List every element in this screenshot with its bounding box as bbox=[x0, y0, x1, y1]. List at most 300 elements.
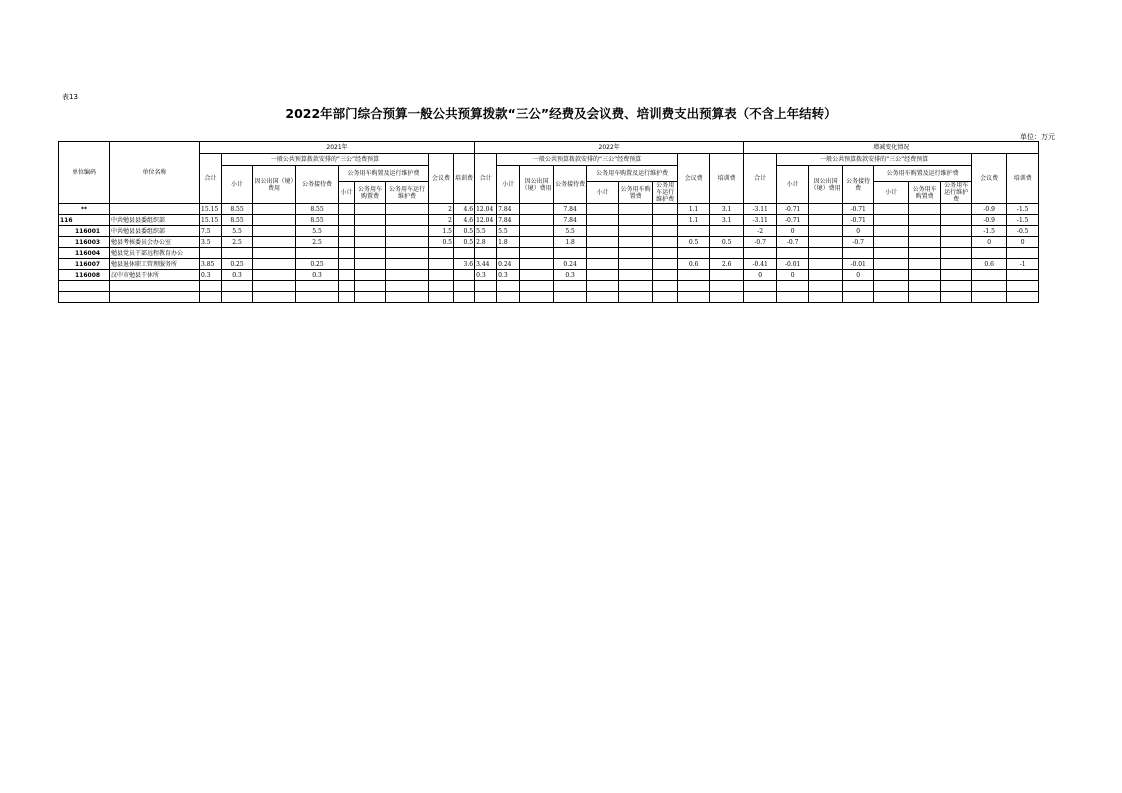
value-cell bbox=[520, 248, 554, 259]
value-cell: 0.3 bbox=[497, 270, 520, 281]
value-cell bbox=[653, 215, 678, 226]
header-subtotal-2022: 小计 bbox=[497, 166, 520, 204]
header-total-2021: 合计 bbox=[200, 154, 222, 204]
value-cell bbox=[809, 270, 843, 281]
value-cell: -0.01 bbox=[777, 259, 809, 270]
value-cell: 0.25 bbox=[296, 259, 339, 270]
value-cell bbox=[587, 281, 619, 292]
value-cell bbox=[619, 292, 653, 303]
value-cell bbox=[386, 215, 429, 226]
unit-name-cell bbox=[110, 281, 200, 292]
value-cell bbox=[339, 226, 355, 237]
table-row bbox=[59, 292, 1039, 303]
value-cell bbox=[619, 281, 653, 292]
value-cell bbox=[355, 281, 386, 292]
value-cell bbox=[941, 292, 972, 303]
value-cell bbox=[843, 292, 874, 303]
value-cell bbox=[587, 292, 619, 303]
value-cell bbox=[587, 237, 619, 248]
value-cell bbox=[454, 248, 475, 259]
value-cell bbox=[809, 248, 843, 259]
value-cell bbox=[619, 270, 653, 281]
value-cell: -1.5 bbox=[1007, 204, 1039, 215]
header-meeting-2021: 会议费 bbox=[429, 154, 454, 204]
header-change: 增减变化情况 bbox=[744, 142, 1039, 154]
value-cell bbox=[587, 270, 619, 281]
header-vehicle-purchase-2022: 公务用车购置费 bbox=[619, 182, 653, 204]
value-cell bbox=[909, 259, 941, 270]
value-cell bbox=[941, 237, 972, 248]
value-cell bbox=[941, 270, 972, 281]
value-cell bbox=[520, 215, 554, 226]
table-row bbox=[59, 259, 1039, 270]
value-cell: 0.24 bbox=[554, 259, 587, 270]
value-cell bbox=[909, 292, 941, 303]
value-cell bbox=[653, 204, 678, 215]
value-cell bbox=[253, 215, 296, 226]
value-cell: 12.04 bbox=[475, 215, 497, 226]
value-cell: 7.84 bbox=[497, 215, 520, 226]
value-cell bbox=[909, 237, 941, 248]
value-cell bbox=[710, 270, 744, 281]
value-cell bbox=[339, 259, 355, 270]
value-cell bbox=[972, 248, 1007, 259]
header-vehicle-change: 公务用车购置及运行维护费 bbox=[874, 166, 972, 182]
table-row bbox=[59, 270, 1039, 281]
value-cell bbox=[296, 281, 339, 292]
value-cell: 3.6 bbox=[454, 259, 475, 270]
value-cell bbox=[253, 270, 296, 281]
value-cell bbox=[200, 281, 222, 292]
value-cell bbox=[520, 226, 554, 237]
value-cell bbox=[355, 259, 386, 270]
header-vehicle-subtotal-change: 小计 bbox=[874, 182, 909, 204]
value-cell bbox=[874, 281, 909, 292]
value-cell: 0 bbox=[972, 237, 1007, 248]
value-cell: 3.1 bbox=[710, 215, 744, 226]
unit-name-cell: 汉中市勉县干休所 bbox=[110, 270, 200, 281]
value-cell bbox=[777, 248, 809, 259]
value-cell: 0 bbox=[777, 270, 809, 281]
value-cell bbox=[222, 248, 253, 259]
value-cell bbox=[710, 292, 744, 303]
table-row bbox=[59, 237, 1039, 248]
value-cell: -0.7 bbox=[744, 237, 777, 248]
header-total-change: 合计 bbox=[744, 154, 777, 204]
value-cell bbox=[909, 281, 941, 292]
unit-code-cell: 116001 bbox=[59, 226, 110, 237]
value-cell bbox=[355, 237, 386, 248]
header-vehicle-subtotal-2022: 小计 bbox=[587, 182, 619, 204]
header-training-2022: 培训费 bbox=[710, 154, 744, 204]
unit-name-cell: 中共勉县县委组织部 bbox=[110, 226, 200, 237]
header-vehicle-subtotal-2021: 小计 bbox=[339, 182, 355, 204]
header-abroad-2021: 因公出国（境）费用 bbox=[253, 166, 296, 204]
value-cell bbox=[222, 292, 253, 303]
value-cell bbox=[710, 281, 744, 292]
header-training-change: 培训费 bbox=[1007, 154, 1039, 204]
value-cell: 15.15 bbox=[200, 204, 222, 215]
value-cell: -1.5 bbox=[1007, 215, 1039, 226]
value-cell bbox=[941, 281, 972, 292]
value-cell: -0.5 bbox=[1007, 226, 1039, 237]
value-cell: 0.3 bbox=[222, 270, 253, 281]
value-cell bbox=[386, 204, 429, 215]
value-cell: 4.6 bbox=[454, 204, 475, 215]
value-cell: 8.55 bbox=[296, 204, 339, 215]
value-cell bbox=[429, 281, 454, 292]
value-cell bbox=[777, 281, 809, 292]
value-cell bbox=[475, 248, 497, 259]
header-name: 单位名称 bbox=[110, 142, 200, 204]
value-cell: 4.6 bbox=[454, 215, 475, 226]
unit-name-cell: 勉县考核委员会办公室 bbox=[110, 237, 200, 248]
value-cell bbox=[1007, 270, 1039, 281]
value-cell: -0.71 bbox=[843, 215, 874, 226]
value-cell bbox=[520, 237, 554, 248]
header-subtotal-2021: 小计 bbox=[222, 166, 253, 204]
header-reception-2022: 公务接待费 bbox=[554, 166, 587, 204]
value-cell bbox=[874, 237, 909, 248]
value-cell bbox=[554, 248, 587, 259]
value-cell bbox=[429, 270, 454, 281]
header-reception-2021: 公务接待费 bbox=[296, 166, 339, 204]
value-cell bbox=[339, 292, 355, 303]
unit-name-cell bbox=[110, 292, 200, 303]
value-cell: 0 bbox=[1007, 237, 1039, 248]
value-cell bbox=[710, 226, 744, 237]
value-cell bbox=[874, 292, 909, 303]
document-title: 2022年部门综合预算一般公共预算拨款“三公”经费及会议费、培训费支出预算表（不含上年结转） bbox=[285, 106, 837, 121]
value-cell: 0.3 bbox=[554, 270, 587, 281]
value-cell bbox=[520, 270, 554, 281]
value-cell bbox=[653, 226, 678, 237]
value-cell bbox=[619, 237, 653, 248]
header-vehicle-operation-2022: 公务用车运行维护费 bbox=[653, 182, 678, 204]
header-vehicle-2021: 公务用车购置及运行维护费 bbox=[339, 166, 429, 182]
value-cell bbox=[429, 259, 454, 270]
value-cell bbox=[587, 259, 619, 270]
value-cell: 2.8 bbox=[475, 237, 497, 248]
value-cell bbox=[339, 204, 355, 215]
value-cell: 3.44 bbox=[475, 259, 497, 270]
value-cell bbox=[1007, 292, 1039, 303]
value-cell: 7.5 bbox=[200, 226, 222, 237]
unit-name-cell: 中共勉县县委组织部 bbox=[110, 215, 200, 226]
unit-name-cell: 勉县退休职工管理服务所 bbox=[110, 259, 200, 270]
value-cell: -0.71 bbox=[777, 215, 809, 226]
value-cell bbox=[339, 281, 355, 292]
value-cell bbox=[809, 259, 843, 270]
value-cell bbox=[253, 237, 296, 248]
value-cell: 1.8 bbox=[497, 237, 520, 248]
value-cell bbox=[253, 204, 296, 215]
header-year-2022: 2022年 bbox=[475, 142, 744, 154]
unit-name-cell: 勉县党员干部远程教育办公 bbox=[110, 248, 200, 259]
value-cell bbox=[520, 281, 554, 292]
value-cell bbox=[355, 248, 386, 259]
value-cell: 3.1 bbox=[710, 204, 744, 215]
value-cell bbox=[355, 204, 386, 215]
value-cell bbox=[386, 281, 429, 292]
value-cell: 0.5 bbox=[678, 237, 710, 248]
value-cell: 5.5 bbox=[222, 226, 253, 237]
value-cell bbox=[777, 292, 809, 303]
unit-code-cell: 116004 bbox=[59, 248, 110, 259]
value-cell bbox=[339, 270, 355, 281]
value-cell: 0 bbox=[744, 270, 777, 281]
value-cell bbox=[710, 248, 744, 259]
value-cell: -1.5 bbox=[972, 226, 1007, 237]
value-cell: -1 bbox=[1007, 259, 1039, 270]
value-cell bbox=[520, 292, 554, 303]
value-cell bbox=[339, 248, 355, 259]
value-cell bbox=[909, 215, 941, 226]
value-cell: 0.6 bbox=[678, 259, 710, 270]
value-cell bbox=[253, 292, 296, 303]
unit-code-cell: 116008 bbox=[59, 270, 110, 281]
value-cell: -2 bbox=[744, 226, 777, 237]
value-cell bbox=[339, 215, 355, 226]
value-cell bbox=[587, 215, 619, 226]
value-cell: 0.3 bbox=[475, 270, 497, 281]
value-cell bbox=[653, 259, 678, 270]
table-row bbox=[59, 204, 1039, 215]
value-cell: -3.11 bbox=[744, 204, 777, 215]
value-cell bbox=[678, 292, 710, 303]
value-cell bbox=[355, 215, 386, 226]
value-cell bbox=[909, 204, 941, 215]
value-cell bbox=[941, 248, 972, 259]
value-cell bbox=[874, 248, 909, 259]
value-cell: 2.5 bbox=[296, 237, 339, 248]
value-cell bbox=[653, 292, 678, 303]
value-cell bbox=[386, 226, 429, 237]
value-cell: -3.11 bbox=[744, 215, 777, 226]
value-cell bbox=[619, 259, 653, 270]
header-sangong-2022: 一般公共预算拨款安排的“三公”经费预算 bbox=[497, 154, 678, 166]
value-cell bbox=[454, 270, 475, 281]
header-year-2021: 2021年 bbox=[200, 142, 475, 154]
value-cell bbox=[253, 226, 296, 237]
value-cell: 1.1 bbox=[678, 204, 710, 215]
value-cell bbox=[909, 226, 941, 237]
value-cell bbox=[874, 270, 909, 281]
value-cell: 0 bbox=[777, 226, 809, 237]
value-cell: 8.55 bbox=[222, 204, 253, 215]
value-cell bbox=[941, 226, 972, 237]
value-cell: 7.84 bbox=[554, 204, 587, 215]
unit-label: 单位：万元 bbox=[1020, 133, 1055, 141]
value-cell bbox=[386, 248, 429, 259]
value-cell bbox=[454, 281, 475, 292]
value-cell bbox=[678, 248, 710, 259]
header-training-2021: 培训费 bbox=[454, 154, 475, 204]
value-cell bbox=[253, 259, 296, 270]
value-cell bbox=[619, 248, 653, 259]
table-row bbox=[59, 215, 1039, 226]
value-cell bbox=[843, 281, 874, 292]
budget-table bbox=[58, 141, 1039, 303]
value-cell: 5.5 bbox=[475, 226, 497, 237]
header-vehicle-purchase-change: 公务用车购置费 bbox=[909, 182, 941, 204]
value-cell: 0.5 bbox=[429, 237, 454, 248]
value-cell bbox=[619, 226, 653, 237]
header-subtotal-change: 小计 bbox=[777, 166, 809, 204]
value-cell: 5.5 bbox=[554, 226, 587, 237]
value-cell bbox=[520, 259, 554, 270]
header-vehicle-2022: 公务用车购置及运行维护费 bbox=[587, 166, 678, 182]
value-cell: 3.85 bbox=[200, 259, 222, 270]
value-cell bbox=[253, 248, 296, 259]
value-cell: -0.71 bbox=[843, 204, 874, 215]
table-header bbox=[59, 142, 1039, 204]
value-cell bbox=[1007, 248, 1039, 259]
value-cell bbox=[339, 237, 355, 248]
value-cell: -0.7 bbox=[843, 237, 874, 248]
value-cell bbox=[972, 281, 1007, 292]
value-cell: 1.1 bbox=[678, 215, 710, 226]
value-cell bbox=[355, 226, 386, 237]
table-body bbox=[59, 204, 1039, 303]
value-cell: 0.3 bbox=[200, 270, 222, 281]
value-cell bbox=[653, 270, 678, 281]
value-cell bbox=[222, 281, 253, 292]
value-cell bbox=[386, 292, 429, 303]
value-cell bbox=[941, 259, 972, 270]
value-cell bbox=[429, 292, 454, 303]
value-cell bbox=[874, 204, 909, 215]
value-cell: 2.5 bbox=[222, 237, 253, 248]
unit-code-cell: 116 bbox=[59, 215, 110, 226]
unit-code-cell: 116003 bbox=[59, 237, 110, 248]
value-cell: -0.9 bbox=[972, 215, 1007, 226]
value-cell bbox=[972, 270, 1007, 281]
value-cell bbox=[475, 292, 497, 303]
value-cell bbox=[909, 248, 941, 259]
value-cell bbox=[554, 292, 587, 303]
unit-code-cell bbox=[59, 281, 110, 292]
value-cell: 8.55 bbox=[222, 215, 253, 226]
value-cell: 5.5 bbox=[497, 226, 520, 237]
value-cell bbox=[386, 237, 429, 248]
value-cell: 2 bbox=[429, 215, 454, 226]
value-cell bbox=[809, 204, 843, 215]
value-cell: 0.5 bbox=[454, 226, 475, 237]
header-total-2022: 合计 bbox=[475, 154, 497, 204]
value-cell: 1.8 bbox=[554, 237, 587, 248]
value-cell bbox=[1007, 281, 1039, 292]
value-cell: 2 bbox=[429, 204, 454, 215]
value-cell bbox=[809, 292, 843, 303]
value-cell bbox=[744, 248, 777, 259]
header-meeting-2022: 会议费 bbox=[678, 154, 710, 204]
value-cell: -0.9 bbox=[972, 204, 1007, 215]
value-cell bbox=[554, 281, 587, 292]
value-cell bbox=[653, 237, 678, 248]
value-cell bbox=[809, 226, 843, 237]
value-cell: -0.01 bbox=[843, 259, 874, 270]
value-cell: -0.7 bbox=[777, 237, 809, 248]
value-cell bbox=[587, 226, 619, 237]
value-cell bbox=[843, 248, 874, 259]
value-cell bbox=[386, 259, 429, 270]
value-cell bbox=[809, 215, 843, 226]
value-cell bbox=[454, 292, 475, 303]
value-cell: 2.6 bbox=[710, 259, 744, 270]
header-sangong-change: 一般公共预算拨款安排的“三公”经费预算 bbox=[777, 154, 972, 166]
value-cell: 0 bbox=[843, 226, 874, 237]
value-cell: 0 bbox=[843, 270, 874, 281]
value-cell bbox=[355, 292, 386, 303]
value-cell bbox=[874, 226, 909, 237]
value-cell: 0.5 bbox=[710, 237, 744, 248]
value-cell bbox=[497, 292, 520, 303]
value-cell: -0.71 bbox=[777, 204, 809, 215]
value-cell bbox=[429, 248, 454, 259]
value-cell bbox=[941, 204, 972, 215]
value-cell: 0.6 bbox=[972, 259, 1007, 270]
header-abroad-2022: 因公出国（境）费用 bbox=[520, 166, 554, 204]
value-cell: 5.5 bbox=[296, 226, 339, 237]
value-cell: 7.84 bbox=[497, 204, 520, 215]
header-code: 单位编码 bbox=[59, 142, 110, 204]
table-row bbox=[59, 281, 1039, 292]
table-row bbox=[59, 248, 1039, 259]
value-cell bbox=[296, 292, 339, 303]
value-cell: -0.41 bbox=[744, 259, 777, 270]
value-cell: 8.55 bbox=[296, 215, 339, 226]
value-cell bbox=[355, 270, 386, 281]
value-cell: 0.5 bbox=[454, 237, 475, 248]
header-reception-change: 公务接待费 bbox=[843, 166, 874, 204]
value-cell bbox=[619, 215, 653, 226]
value-cell bbox=[296, 248, 339, 259]
value-cell bbox=[874, 259, 909, 270]
header-abroad-change: 因公出国（境）费用 bbox=[809, 166, 843, 204]
value-cell bbox=[744, 281, 777, 292]
value-cell bbox=[497, 248, 520, 259]
value-cell bbox=[678, 226, 710, 237]
value-cell: 3.5 bbox=[200, 237, 222, 248]
value-cell bbox=[619, 204, 653, 215]
value-cell bbox=[972, 292, 1007, 303]
value-cell bbox=[909, 270, 941, 281]
header-vehicle-purchase-2021: 公务用车购置费 bbox=[355, 182, 386, 204]
value-cell bbox=[809, 237, 843, 248]
value-cell bbox=[744, 292, 777, 303]
unit-code-cell bbox=[59, 292, 110, 303]
value-cell: 15.15 bbox=[200, 215, 222, 226]
value-cell bbox=[653, 281, 678, 292]
value-cell bbox=[475, 281, 497, 292]
header-vehicle-operation-change: 公务用车运行维护费 bbox=[941, 182, 972, 204]
value-cell bbox=[678, 281, 710, 292]
value-cell bbox=[200, 248, 222, 259]
value-cell: 7.84 bbox=[554, 215, 587, 226]
value-cell bbox=[497, 281, 520, 292]
value-cell bbox=[200, 292, 222, 303]
value-cell: 12.04 bbox=[475, 204, 497, 215]
value-cell bbox=[874, 215, 909, 226]
value-cell bbox=[941, 215, 972, 226]
value-cell bbox=[587, 248, 619, 259]
value-cell bbox=[653, 248, 678, 259]
header-sangong-2021: 一般公共预算拨款安排的“三公”经费预算 bbox=[222, 154, 429, 166]
value-cell: 0.3 bbox=[296, 270, 339, 281]
value-cell bbox=[520, 204, 554, 215]
value-cell: 1.5 bbox=[429, 226, 454, 237]
